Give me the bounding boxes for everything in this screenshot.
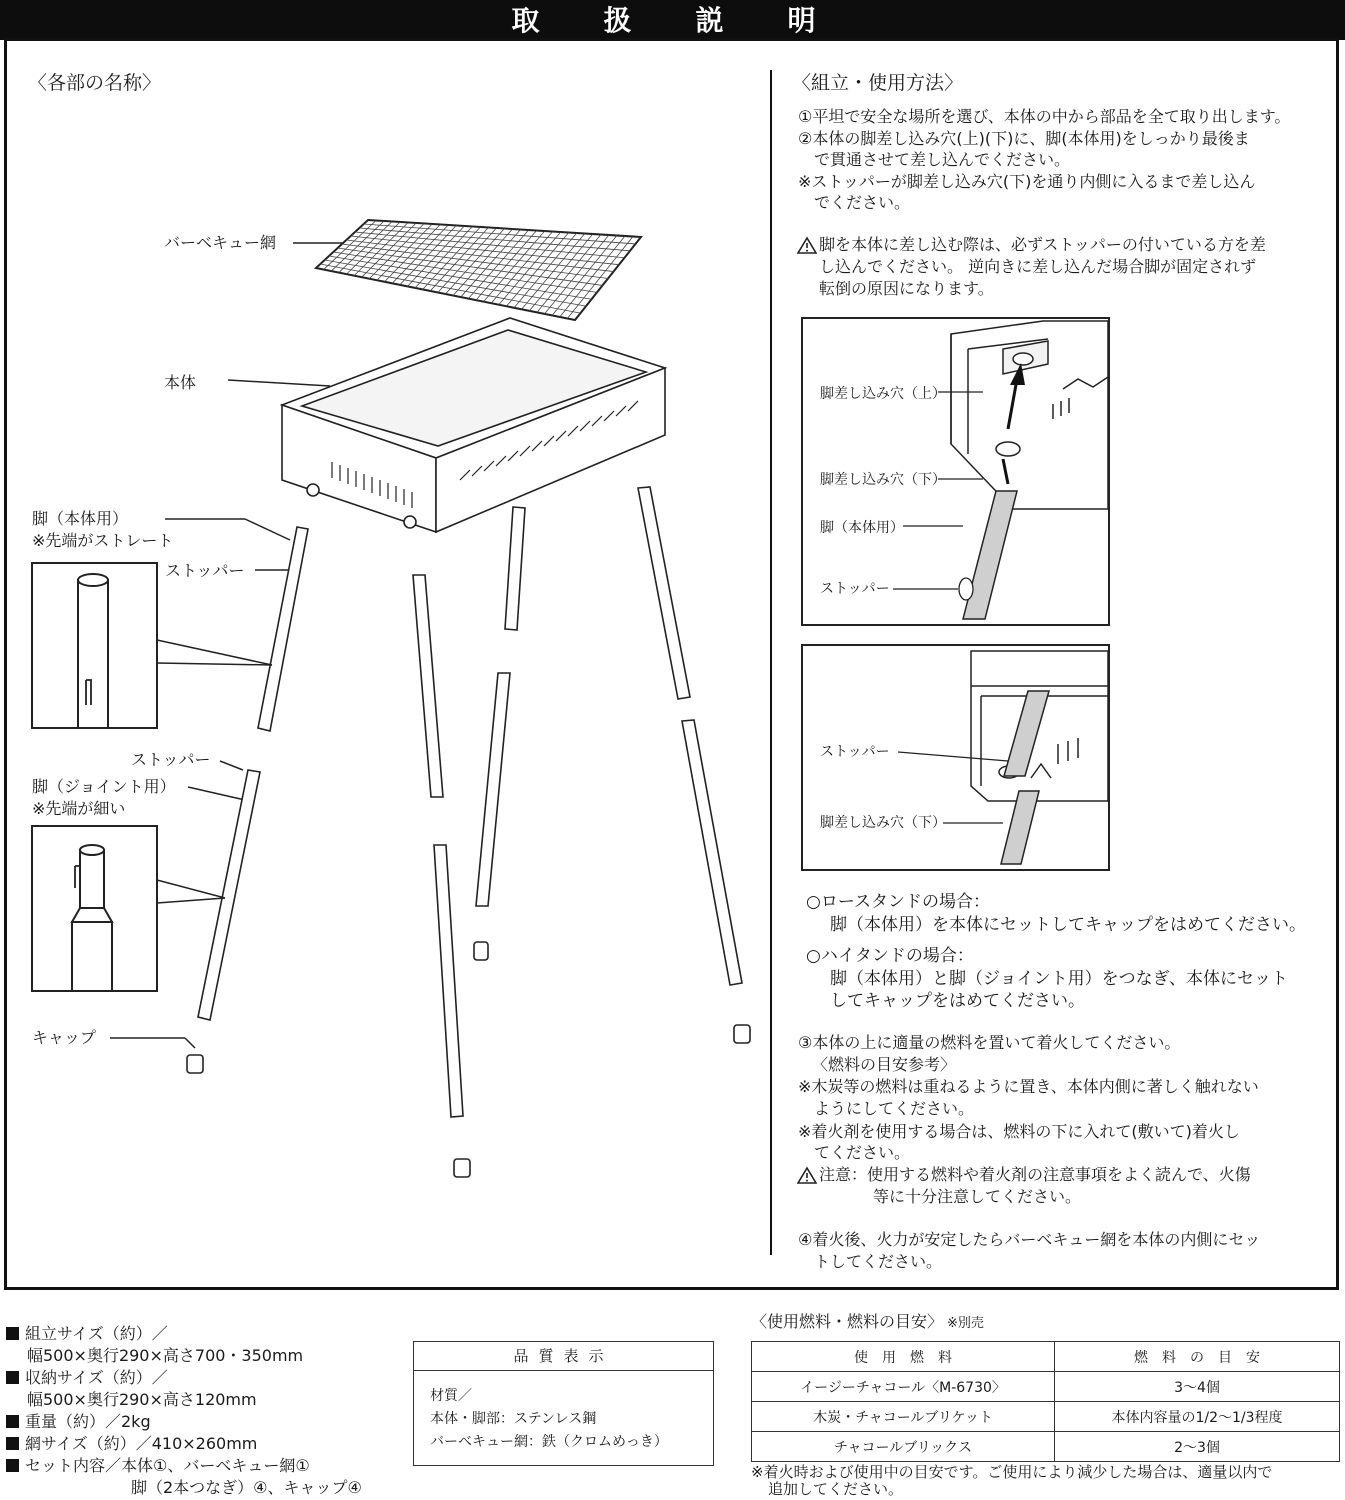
col-amount: 燃 料 の 目 安	[1055, 1342, 1340, 1372]
fig1-hole-lower: 脚差し込み穴（下）	[820, 472, 946, 488]
low-stand-text: 脚（本体用）を本体にセットしてキャップをはめてください。	[830, 915, 1306, 935]
fuel-table	[751, 1341, 1340, 1462]
note-1-line1: ※ストッパーが脚差し込み穴(下)を通り内側に入るまで差し込ん	[798, 172, 1256, 191]
spec-weight: 重量（約）／2kg	[6, 1411, 151, 1433]
warning-1-line1: 脚を本体に差し込む際は、必ずストッパーの付いている方を差	[819, 235, 1266, 254]
fuel-footnote-line2: 追加してください。	[768, 1480, 904, 1498]
page-title: 取 扱 説 明	[0, 0, 1345, 40]
col-fuel: 使 用 燃 料	[752, 1342, 1055, 1372]
spec-storage-value: 幅500×奥行290×高さ120mm	[27, 1390, 257, 1409]
step-4-line1: ④着火後、火力が安定したらバーベキュー網を本体の内側にセッ	[798, 1230, 1261, 1249]
spec-assembled-value: 幅500×奥行290×高さ700・350mm	[27, 1346, 304, 1365]
note-3-line1: ※着火剤を使用する場合は、燃料の下に入れて(敷いて)着火し	[798, 1122, 1240, 1141]
spec-contents-line2: 脚（2本つなぎ）④、キャップ④	[131, 1478, 362, 1497]
fuel-amount: 2〜3個	[1055, 1432, 1340, 1462]
note-2-line2: ようにしてください。	[798, 1099, 975, 1118]
table-row	[752, 1372, 1340, 1402]
label-leg-main-note: ※先端がストレート	[32, 531, 174, 550]
fuel-amount: 本体内容量の1/2〜1/3程度	[1055, 1402, 1340, 1432]
warning-icon	[797, 236, 817, 254]
label-stopper-2: ストッパー	[131, 750, 211, 769]
quality-heading: 品質表示	[414, 1342, 713, 1371]
quality-material: 材質／	[430, 1388, 472, 1404]
fuel-name: チャコールブリックス	[752, 1432, 1055, 1462]
label-cap: キャップ	[32, 1028, 97, 1047]
step-2-line2: で貫通させて差し込んでください。	[798, 150, 1071, 169]
low-stand-title: ○ロースタンドの場合：	[806, 892, 990, 912]
fuel-name: イージーチャコール〈M-6730〉	[752, 1372, 1055, 1402]
fuel-name: 木炭・チャコールブリケット	[752, 1402, 1055, 1432]
label-leg-joint-note: ※先端が細い	[32, 799, 126, 818]
spec-contents: セット内容／本体①、バーベキュー網①	[6, 1455, 310, 1477]
table-row	[752, 1402, 1340, 1432]
fig1-leg: 脚（本体用）	[820, 520, 904, 536]
fuel-amount: 3〜4個	[1055, 1372, 1340, 1402]
bbq-net-illustration	[316, 220, 641, 320]
note-3-line2: てください。	[798, 1143, 911, 1162]
note-2-line1: ※木炭等の燃料は重ねるように置き、本体内側に著しく触れない	[798, 1077, 1259, 1096]
label-body: 本体	[164, 373, 197, 392]
quality-label-box	[413, 1341, 714, 1466]
parts-heading: 〈各部の名称〉	[28, 72, 162, 94]
detail-leg-main	[32, 563, 272, 728]
fuel-footnote-line1: ※着火時および使用中の目安です。ご使用により減少した場合は、適量以内で	[751, 1463, 1273, 1481]
detail-leg-joint	[32, 826, 225, 991]
caution-line1: 注意：使用する燃料や着火剤の注意事項をよく読んで、火傷	[819, 1165, 1251, 1184]
table-row	[752, 1432, 1340, 1462]
high-stand-line1: 脚（本体用）と脚（ジョイント用）をつなぎ、本体にセット	[830, 969, 1288, 989]
quality-net: バーベキュー網：鉄（クロムめっき）	[430, 1434, 668, 1450]
assembly-heading: 〈組立・使用方法〉	[792, 72, 964, 94]
step-1: ①平坦で安全な場所を選び、本体の中から部品を全て取り出します。	[798, 107, 1291, 126]
label-leg-main: 脚（本体用）	[32, 509, 129, 528]
step-3: ③本体の上に適量の燃料を置いて着火してください。	[798, 1033, 1181, 1052]
fig2-hole-lower: 脚差し込み穴（下）	[820, 815, 946, 831]
caution-icon	[797, 1166, 817, 1184]
fig2-stopper: ストッパー	[820, 744, 890, 760]
fig1-hole-upper: 脚差し込み穴（上）	[820, 386, 946, 402]
spec-storage-size: 収納サイズ（約）／	[6, 1367, 168, 1389]
note-1-line2: でください。	[798, 193, 911, 212]
grill-body-illustration	[282, 318, 665, 532]
spec-assembled-size: 組立サイズ（約）／	[6, 1323, 168, 1345]
label-leg-joint: 脚（ジョイント用）	[32, 777, 176, 796]
parts-illustration	[0, 0, 770, 1290]
warning-1-line3: 転倒の原因になります。	[819, 279, 994, 298]
table-header-row	[752, 1342, 1340, 1372]
fuel-heading: 〈使用燃料・燃料の目安〉 ※別売	[751, 1312, 984, 1331]
warning-1-line2: し込んでください。 逆向きに差し込んだ場合脚が固定されず	[819, 257, 1257, 276]
fuel-reference: 〈燃料の目安参考〉	[812, 1055, 957, 1074]
fig1-stopper: ストッパー	[820, 581, 890, 597]
step-2-line1: ②本体の脚差し込み穴(上)(下)に、脚(本体用)をしっかり最後ま	[798, 129, 1250, 148]
label-bbq-net: バーベキュー網	[164, 233, 277, 252]
spec-net-size: 網サイズ（約）／410×260mm	[6, 1433, 257, 1455]
legs-illustration	[187, 487, 750, 1177]
quality-body-legs: 本体・脚部：ステンレス鋼	[430, 1411, 597, 1427]
high-stand-title: ○ハイタンドの場合：	[806, 946, 974, 966]
label-stopper-1: ストッパー	[165, 561, 245, 580]
caution-line2: 等に十分注意してください。	[873, 1187, 1082, 1206]
step-4-line2: トしてください。	[798, 1252, 943, 1271]
high-stand-line2: してキャップをはめてください。	[830, 991, 1085, 1011]
column-divider	[770, 70, 772, 1255]
